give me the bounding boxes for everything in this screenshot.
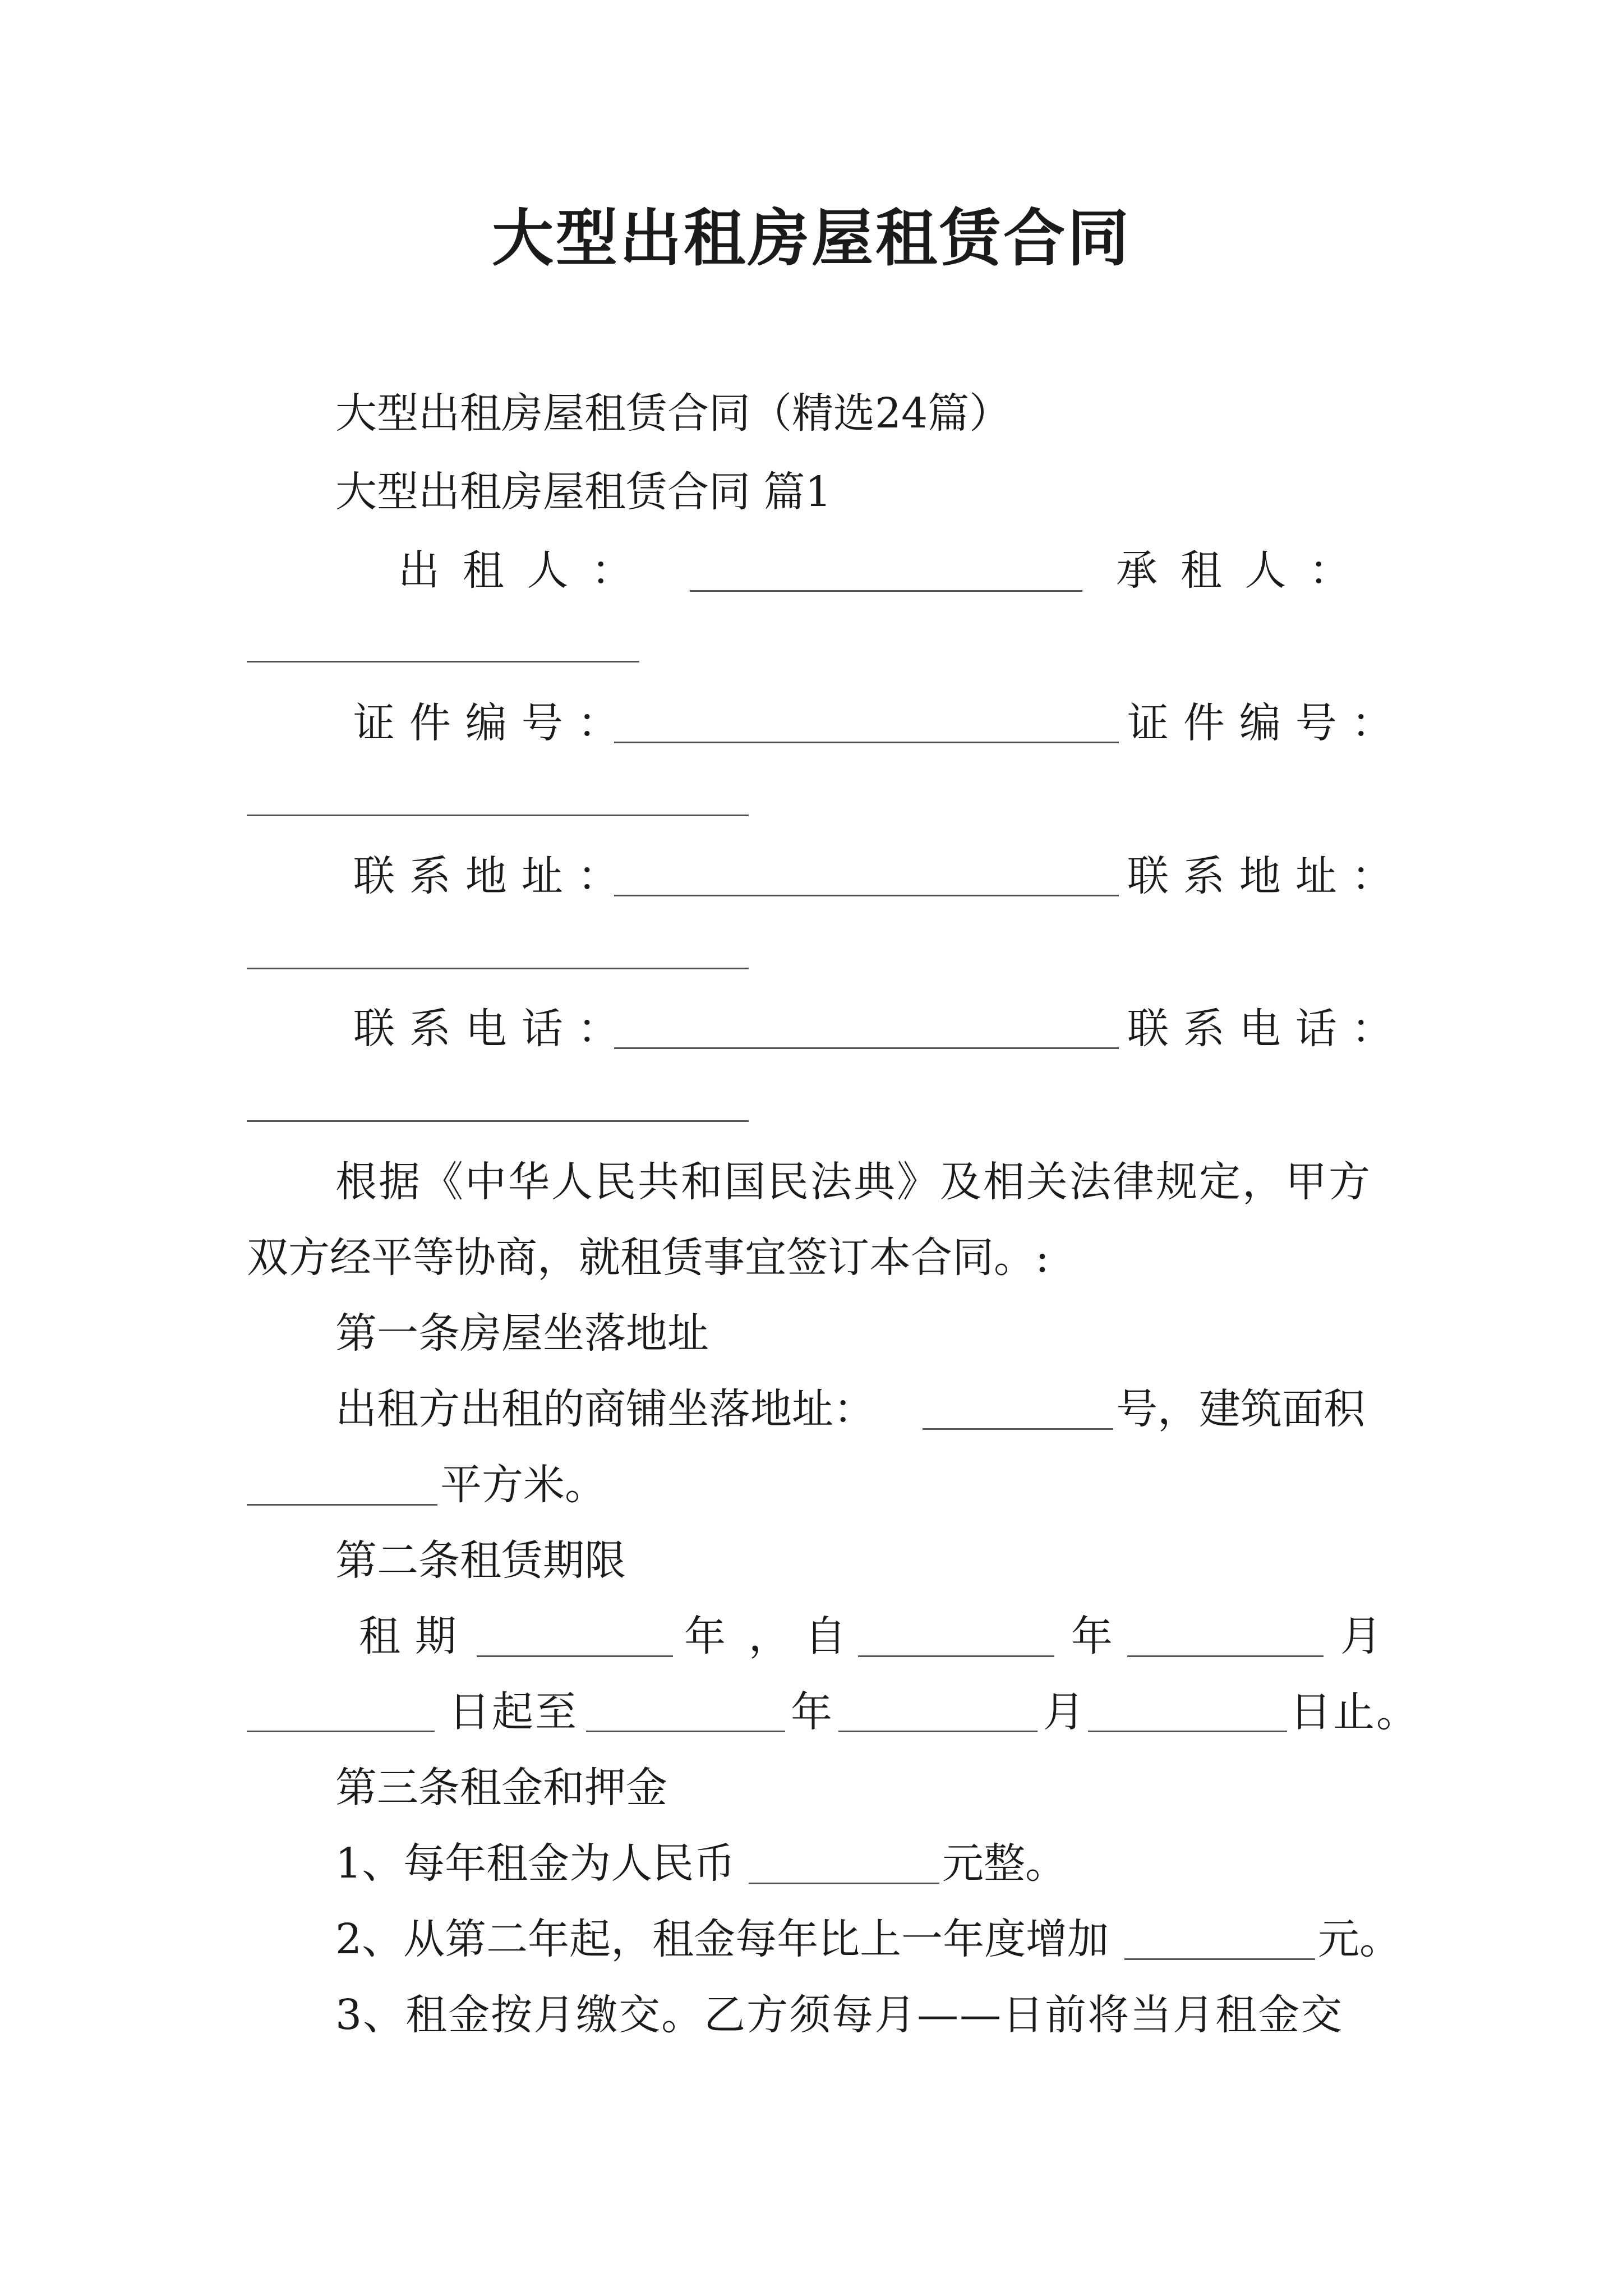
phone-blank-lessee[interactable] [247,1120,749,1122]
lessee-label: 承租人： [1116,546,1373,595]
address-label-lessor: 联系地址： [353,852,634,900]
rent-item-3: 3、租金按月缴交。乙方须每月——日前将当月租金交 [335,1991,1344,2039]
area-blank[interactable] [247,1504,437,1506]
term-year-comma: 年， [684,1612,813,1660]
subtitle: 大型出租房屋租赁合同（精选24篇） [335,389,1011,438]
address-blank-lessor[interactable] [614,895,1119,896]
phone-label-lessee: 联系电话： [1127,1005,1408,1053]
end-day-label: 日止。 [1290,1688,1419,1736]
rent-item-2-unit: 元。 [1318,1915,1401,1963]
article-1-area-label: 号，建筑面积 [1116,1385,1365,1433]
preamble-line-2: 双方经平等协商，就租赁事宜签订本合同。: [247,1234,1049,1282]
term-from: 自 [805,1612,846,1660]
rent-item-2-label: 2、从第二年起，租金每年比上一年度增加 [335,1915,1109,1963]
end-month-label: 月 [1043,1688,1085,1736]
preamble-line-1: 根据《中华人民共和国民法典》及相关法律规定，甲方 [335,1158,1372,1206]
article-1-address-label: 出租方出租的商铺坐落地址： [335,1385,875,1433]
address-number-blank[interactable] [923,1428,1113,1430]
rent-item-1-unit: 元整。 [942,1839,1067,1888]
term-label: 租期 [359,1612,471,1660]
article-1-heading: 第一条房屋坐落地址 [335,1309,709,1358]
term-years-blank[interactable] [477,1655,673,1657]
end-month-blank[interactable] [838,1731,1038,1732]
end-year-blank[interactable] [586,1731,785,1732]
annual-rent-blank[interactable] [749,1883,939,1884]
section-heading: 大型出租房屋租赁合同 篇1 [335,468,832,516]
phone-blank-lessor[interactable] [614,1047,1119,1049]
lessor-label: 出租人： [398,546,656,595]
address-label-lessee: 联系地址： [1127,852,1408,900]
end-day-blank[interactable] [1088,1731,1287,1732]
start-day-blank[interactable] [247,1731,435,1732]
address-blank-lessee[interactable] [247,968,749,969]
start-month-blank[interactable] [1127,1655,1324,1657]
rent-item-1-label: 1、每年租金为人民币 [335,1839,736,1888]
from-day-to: 日起至 [449,1688,578,1736]
start-year-blank[interactable] [858,1655,1054,1657]
id-blank-lessee[interactable] [247,815,749,816]
article-2-heading: 第二条租赁期限 [335,1536,626,1585]
document-title: 大型出租房屋租赁合同 [492,202,1131,274]
id-blank-lessor[interactable] [614,742,1119,743]
end-year-label: 年 [791,1688,832,1736]
lessor-blank[interactable] [690,590,1082,592]
rent-increase-blank[interactable] [1124,1958,1315,1960]
article-1-area-unit: 平方米。 [440,1461,606,1509]
lessee-blank[interactable] [247,661,639,662]
phone-label-lessor: 联系电话： [353,1005,634,1053]
id-label-lessee: 证件编号： [1127,699,1408,747]
start-month-label: 月 [1340,1612,1382,1660]
start-year-label: 年 [1071,1612,1113,1660]
id-label-lessor: 证件编号： [353,699,634,747]
article-3-heading: 第三条租金和押金 [335,1764,667,1812]
